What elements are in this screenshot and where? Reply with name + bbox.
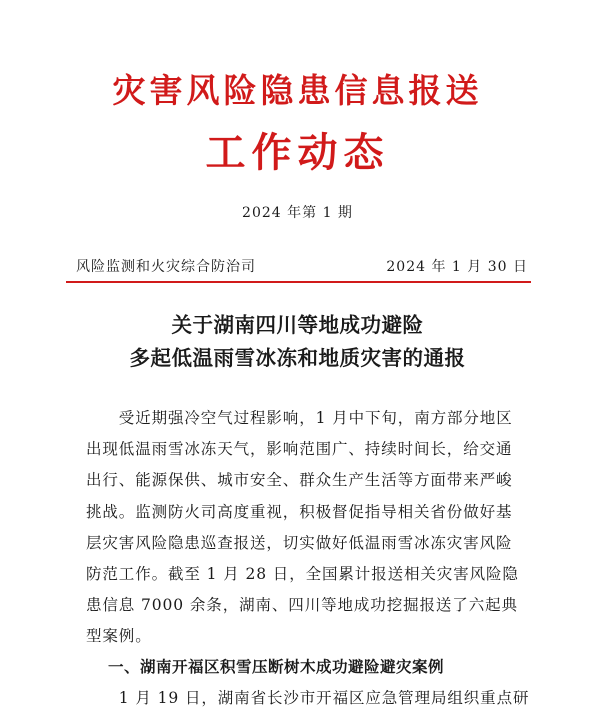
issue-number: 2024 年第 1 期: [242, 205, 353, 221]
body-line: 型案例。: [86, 627, 152, 645]
red-divider-line: [66, 281, 531, 283]
body-line: 防范工作。截至 1 月 28 日，全国累计报送相关灾害风险隐: [86, 565, 519, 583]
body-line: 1 月 19 日，湖南省长沙市开福区应急管理局组织重点研: [86, 689, 530, 707]
issuing-organization: 风险监测和火灾综合防治司: [76, 259, 256, 275]
masthead-subtitle: 工作动态: [205, 129, 390, 176]
masthead-title: 灾害风险隐患信息报送: [112, 71, 483, 110]
section-heading: 一、湖南开福区积雪压断树木成功避险避灾案例: [108, 658, 445, 676]
document-title-line-2: 多起低温雨雪冰冻和地质灾害的通报: [129, 346, 466, 370]
issue-date: 2024 年 1 月 30 日: [386, 259, 528, 275]
body-line: 出现低温雨雪冰冻天气，影响范围广、持续时间长，给交通: [86, 440, 513, 458]
body-line: 挑战。监测防火司高度重视，积极督促指导相关省份做好基: [86, 503, 513, 521]
document-title-line-1: 关于湖南四川等地成功避险: [171, 313, 424, 337]
body-line: 出行、能源保供、城市安全、群众生产生活等方面带来严峻: [86, 471, 513, 489]
body-line: 受近期强冷空气过程影响，1 月中下旬，南方部分地区: [86, 409, 513, 427]
body-line: 患信息 7000 余条，湖南、四川等地成功挖掘报送了六起典: [86, 596, 518, 614]
body-line: 层灾害风险隐患巡查报送，切实做好低温雨雪冰冻灾害风险: [86, 534, 513, 552]
